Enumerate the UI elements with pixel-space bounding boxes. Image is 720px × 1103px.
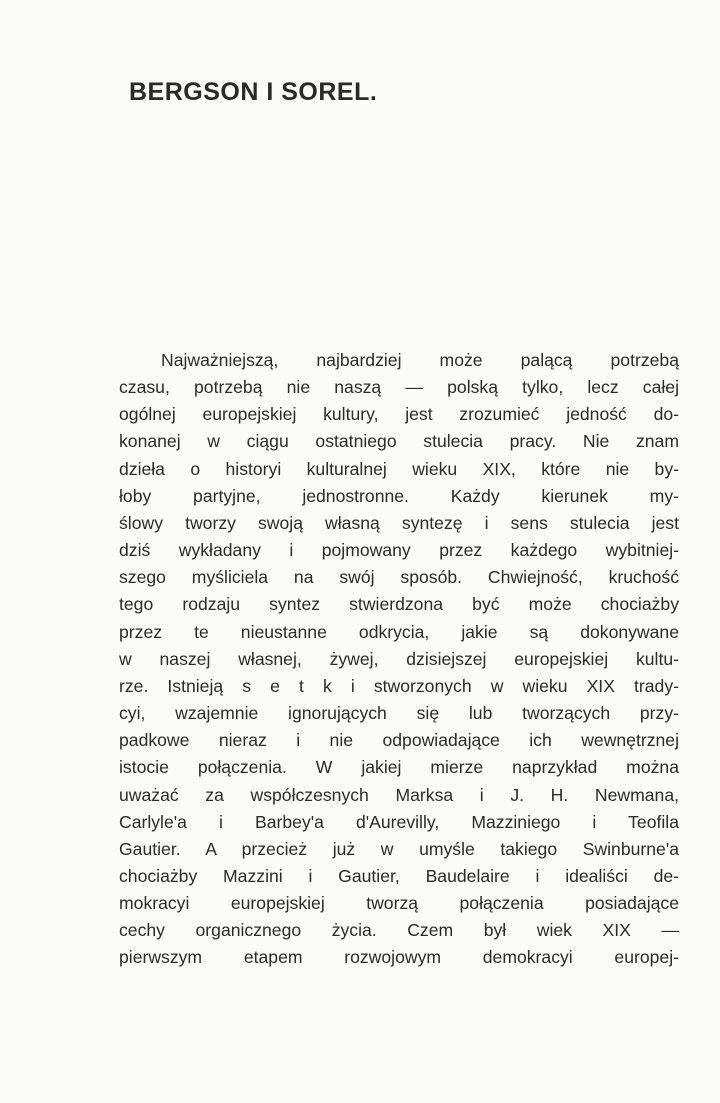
text-line: mokracyi europejskiej tworzą połączenia posiadające — [119, 893, 679, 914]
text-line: Carlyle'a i Barbey'a d'Aurevilly, Mazziniego i Teofila — [119, 811, 679, 832]
text-line: cechy organicznego życia. Czem był wiek XIX — — [119, 920, 679, 941]
text-line: tego rodzaju syntez stwierdzona być może chociażby — [119, 594, 679, 615]
text-line: konanej w ciągu ostatniego stulecia pracy. Nie znam — [119, 431, 679, 452]
text-line: cyi, wzajemnie ignorujących się lub tworzących przy- — [119, 703, 679, 724]
chapter-title: BERGSON I SOREL. — [129, 78, 378, 106]
text-line: Najważniejszą, najbardziej może palącą potrzebą — [161, 350, 679, 370]
text-line: łoby partyjne, jednostronne. Każdy kierunek my- — [119, 485, 679, 506]
text-line: dzieła o historyi kulturalnej wieku XIX, które nie by- — [119, 458, 679, 479]
text-line: istocie połączenia. W jakiej mierze naprzykład można — [119, 757, 679, 778]
text-line: rze. Istnieją s e t k i stworzonych w wieku XIX trady- — [119, 675, 679, 696]
text-line: padkowe nieraz i nie odpowiadające ich wewnętrznej — [119, 730, 679, 751]
text-line: przez te nieustanne odkrycia, jakie są dokonywane — [119, 621, 679, 642]
text-line: uważać za współczesnych Marksa i J. H. Newmana, — [119, 784, 679, 805]
text-line: czasu, potrzebą nie naszą — polską tylko, lecz całej — [119, 377, 679, 398]
text-line: dziś wykładany i pojmowany przez każdego wybitniej- — [119, 540, 679, 561]
text-line: w naszej własnej, żywej, dzisiejszej europejskiej kultu- — [119, 648, 679, 669]
text-line: chociażby Mazzini i Gautier, Baudelaire i idealiści de- — [119, 865, 679, 886]
text-line: pierwszym etapem rozwojowym demokracyi europej- — [119, 947, 679, 968]
text-line: ślowy tworzy swoją własną syntezę i sens stulecia jest — [119, 512, 679, 533]
text-line: Gautier. A przecież już w umyśle takiego Swinburne'a — [119, 838, 679, 859]
body-paragraph — [119, 347, 679, 972]
text-line: ogólnej europejskiej kultury, jest zrozumieć jedność do- — [119, 404, 679, 425]
text-line: szego myśliciela na swój sposób. Chwiejność, kruchość — [119, 567, 679, 588]
